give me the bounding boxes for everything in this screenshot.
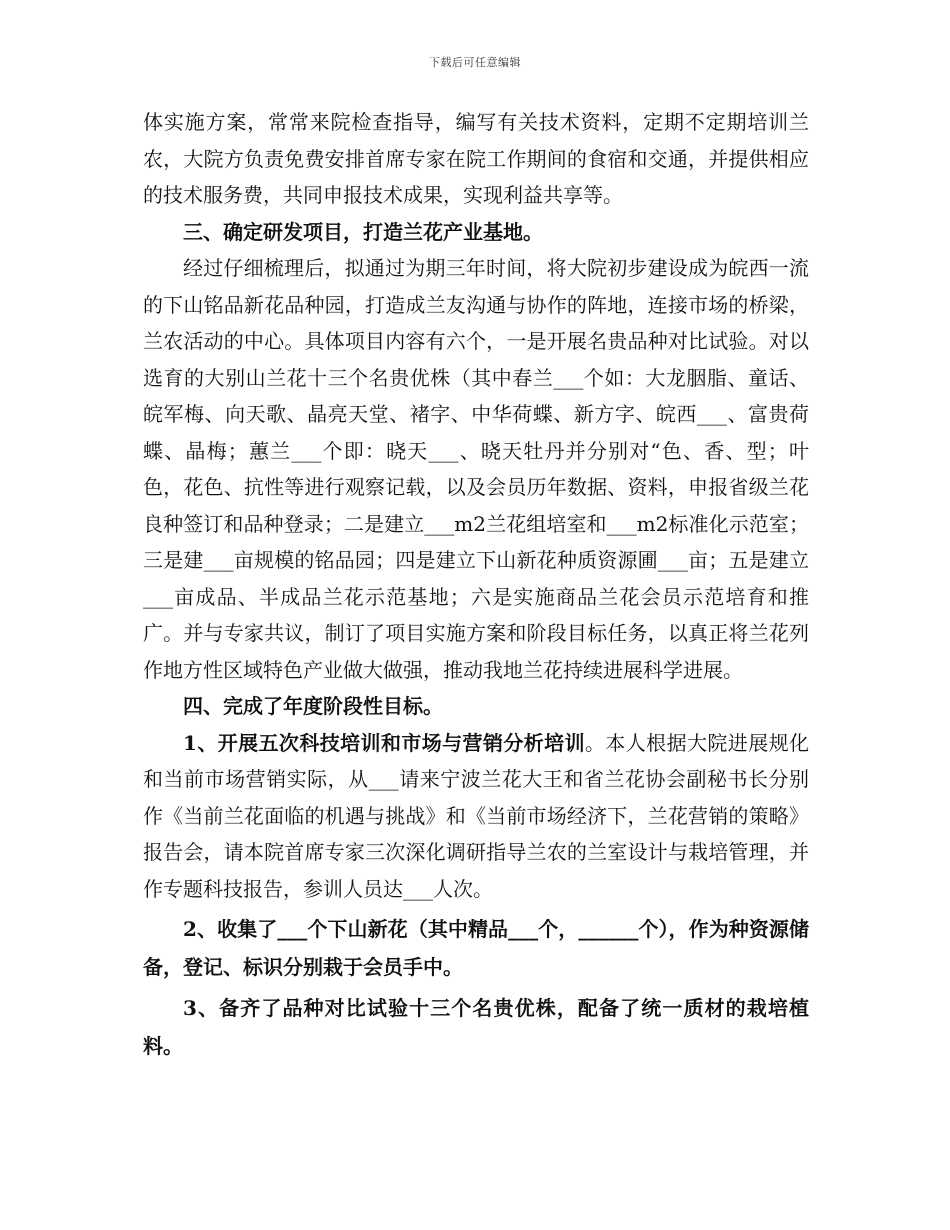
training-text: 。本人根据大院进展规化和当前市场营销实际，从___请来宁波兰花大王和省兰花协会副秘书长分别作《当前兰花面临的机遇与挑战》和《当前市场经济下，兰花营销的策略》报告会，请本院首席专家三次深化调研指导兰农的兰室设计与栽培管理，并作专题科技报告，参训人员达___人次。 — [143, 730, 809, 901]
paragraph-continuation: 体实施方案，常常来院检查指导，编写有关技术资料，定期不定期培训兰农，大院方负责免费安排首席专家在院工作期间的食宿和交通，并提供相应的技术服务费，共同申报技术成果，实现利益共享等。 — [143, 110, 809, 207]
page-header: 下载后可任意编辑 — [429, 56, 521, 69]
paragraph-collection: 2、收集了___个下山新花（其中精品___个，______个），作为种资源储备，登记、标识分别栽于会员手中。 — [143, 917, 809, 979]
paragraph-projects: 经过仔细梳理后，拟通过为期三年时间，将大院初步建设成为皖西一流的下山铭品新花品种园，打造成兰友沟通与协作的阵地，连接市场的桥梁，兰农活动的中心。具体项目内容有六个，一是开展名贵品种对比试验。对以选育的大别山兰花十三个名贵优株（其中春兰___个如：大龙胭脂、童话、皖军梅、向天歌、晶亮天堂、褚字、中华荷蝶、新方字、皖西___、富贵荷蝶、晶梅；蕙兰___个即：晓天___、晓天牡丹并分别对“色、香、型；叶色，花色、抗性等进行观察记载，以及会员历年数据、资料，申报省级兰花良种签订和品种登录；二是建立___m2兰花组培室和___m2标准化示范室；三是建___亩规模的铭品园；四是建立下山新花种质资源圃___亩；五是建立___亩成品、半成品兰花示范基地；六是实施商品兰花会员示范培育和推广。并与专家共议，制订了项目实施方案和阶段目标任务，以真正将兰花列作地方性区域特色产业做大做强，推动我地兰花持续进展科学进展。 — [143, 256, 809, 682]
paragraph-materials: 3、备齐了品种对比试验十三个名贵优株，配备了统一质材的栽培植料。 — [143, 996, 809, 1058]
paragraph-training — [143, 725, 809, 908]
training-lead: 1、开展五次科技培训和市场与营销分析培训 — [183, 730, 585, 755]
section-heading-3: 三、确定研发项目，打造兰花产业基地。 — [183, 219, 543, 244]
section-heading-4: 四、完成了年度阶段性目标。 — [183, 694, 443, 718]
document-body — [143, 104, 809, 1065]
